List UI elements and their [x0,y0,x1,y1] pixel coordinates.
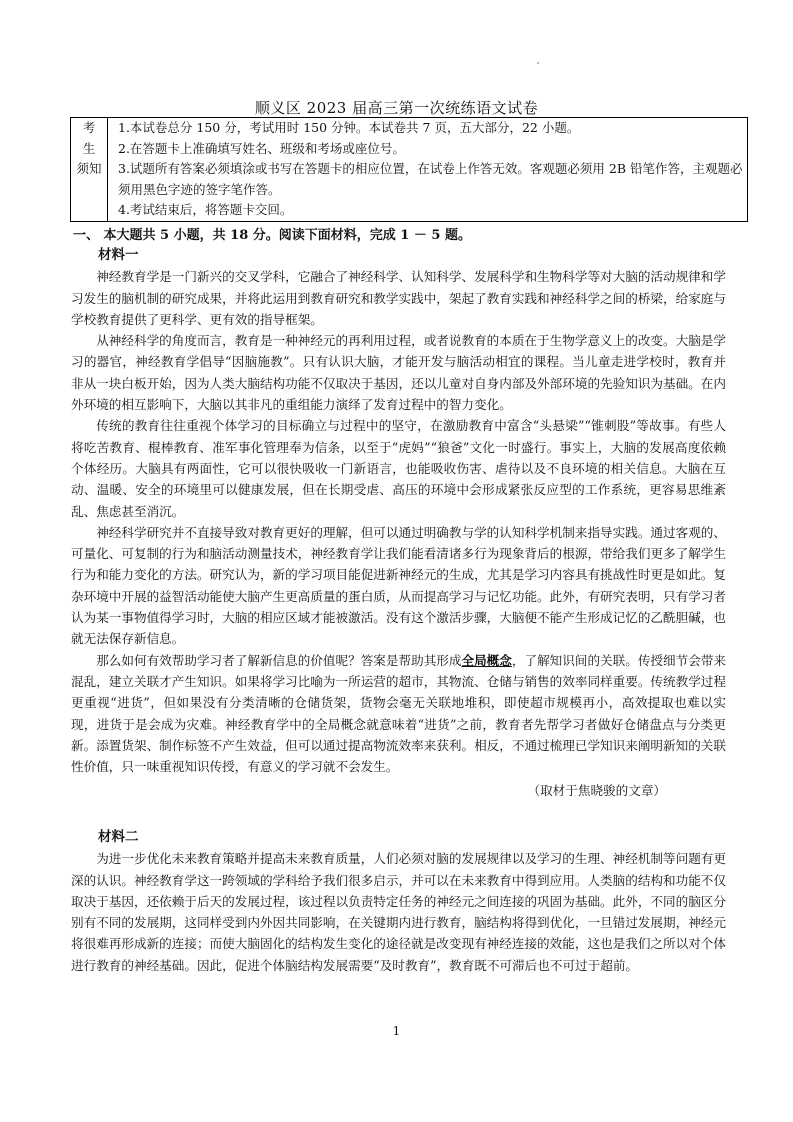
notice-side-char: 考 [82,120,96,135]
material-two [71,827,726,976]
notice-rule: 3.试题所有答案必须填涂或书写在答题卡的相应位置，在试卷上作答无效。客观题必须用 2B 铅笔作答，主观题必须用黑色字迹的签字笔作答。 [118,161,743,197]
source-citation: （取材于焦晓骏的文章） [527,783,666,799]
notice-side-label [71,118,108,222]
paragraph: 传统的教育往往重视个体学习的目标确立与过程中的坚守，在激励教育中富含“头悬梁”“锥刺股”等故事。有些人将吃苦教育、棍棒教育、准军事化管理奉为信条，以至于“虎妈”“狼爸”文化一时盛行。事实上，大脑的发展高度依赖个体经历。大脑具有两面性，它可以很快吸收一门新语言，也能吸收伤害、虐待以及不良环境的相关信息。大脑在互动、温暖、安全的环境里可以健康发展，但在长期受虐、高压的环境中会形成紧张反应型的工作系统，更容易思维紊乱、焦虑甚至消沉。 [71,418,726,519]
material-one [71,245,726,802]
keyword-global-concept: 全局概念 [461,652,512,668]
page-title: 顺义区 2023 届高三第一次统练语文试卷 [254,99,539,117]
paragraph: 神经科学研究并不直接导致对教育更好的理解，但可以通过明确教与学的认知科学机制来指导实践。通过客观的、可量化、可复制的行为和脑活动测量技术，神经教育学让我们能看清诸多行为现象背后的根源，带给我们更多了解学生行为和能力变化的方法。研究认为，新的学习项目能促进新神经元的生成，尤其是学习内容具有挑战性时更是如此。复杂环境中开展的益智活动能使大脑产生更高质量的蛋白质，从而提高学习与记忆功能。此外，有研究表明，只有学习者认为某一事物值得学习时，大脑的相应区域才能被激活。没有这个激活步骤，大脑便不能产生形成记忆的乙酰胆碱，也就无法保存新信息。 [71,524,726,647]
notice-side-char: 生 [82,140,96,156]
notice-rule: 2.在答题卡上准确填写姓名、班级和考场或座位号。 [118,140,405,156]
paragraph-text: ，了解知识间的关联。传授细节会带来混乱，建立关联才产生知识。如果将学习比喻为一所运营的超市，其物流、仓储与销售的效率同样重要。传统教学过程更重视“进货”，但如果没有分类清晰的仓储货架，货物会毫无关联地堆积，即使超市规模再小，高效提取也难以实现，进货于是会成为灾难。神经教育学中的全局概念就意味着“进货”之前，教育者先帮学习者做好仓储盘点与分类更新。添置货架、制作标签不产生效益，但可以通过提高物流效率来获利。相反，不通过梳理已学知识来阐明新知的关联性价值，只一味重视知识传授，有意义的学习就不会发生。 [71,652,727,775]
notice-side-char: 须知 [76,161,102,176]
notice-rules [108,118,748,222]
scan-dot [537,62,539,64]
paragraph: 神经教育学是一门新兴的交叉学科，它融合了神经科学、认知科学、发展科学和生物科学等对大脑的活动规律和学习发生的脑机制的研究成果，并将此运用到教育研究和教学实践中，架起了教育实践和神经科学之间的桥梁，给家庭与学校教育提供了更科学、更有效的指导框架。 [71,269,726,327]
notice-rule: 1.本试卷总分 150 分，考试用时 150 分钟。本试卷共 7 页，五大部分，22 小题。 [118,120,580,135]
paragraph: 从神经科学的角度而言，教育是一种神经元的再利用过程，或者说教育的本质在于生物学意义上的改变。大脑是学习的器官，神经教育学倡导“因脑施教”。只有认识大脑，才能开发与脑活动相宜的课程。当儿童走进学校时，教育并非从一块白板开始，因为人类大脑结构功能不仅取决于基因，还以儿童对自身内部及外部环境的先验知识为基础。在内外环境的相互影响下，大脑以其非凡的重组能力演绎了发育过程中的智力变化。 [71,333,726,413]
material-title: 材料二 [98,829,139,845]
material-title: 材料一 [98,247,139,263]
paragraph-text: 那么如何有效帮助学习者了解新信息的价值呢？答案是帮助其形成 [96,652,462,668]
exam-notice-table [70,117,748,222]
paragraph: 为进一步优化未来教育策略并提高未来教育质量，人们必须对脑的发展规律以及学习的生理、神经机制等问题有更深的认识。神经教育学这一跨领域的学科给予我们很多启示，并可以在未来教育中得到应用。人类脑的结构和功能不仅取决于基因，还依赖于后天的发展过程，该过程以负责特定任务的神经元之间连接的巩固为基础。此外，不同的脑区分别有不同的发展期，这同样受到内外因共同影响，在关键期内进行教育，脑结构将得到优化，一旦错过发展期，神经元将很难再形成新的连接；而使大脑固化的结构发生变化的途径就是改变现有神经连接的效能，这也是我们之所以对个体进行教育的神经基础。因此，促进个体脑结构发展需要“及时教育”，教育既不可滞后也不可过于超前。 [71,851,726,973]
paragraph [71,650,726,778]
page-number: 1 [392,1024,401,1038]
notice-rule: 4.考试结束后，将答题卡交回。 [118,202,293,217]
section-heading: 一、 本大题共 5 小题，共 18 分。阅读下面材料，完成 1 － 5 题。 [73,228,471,243]
